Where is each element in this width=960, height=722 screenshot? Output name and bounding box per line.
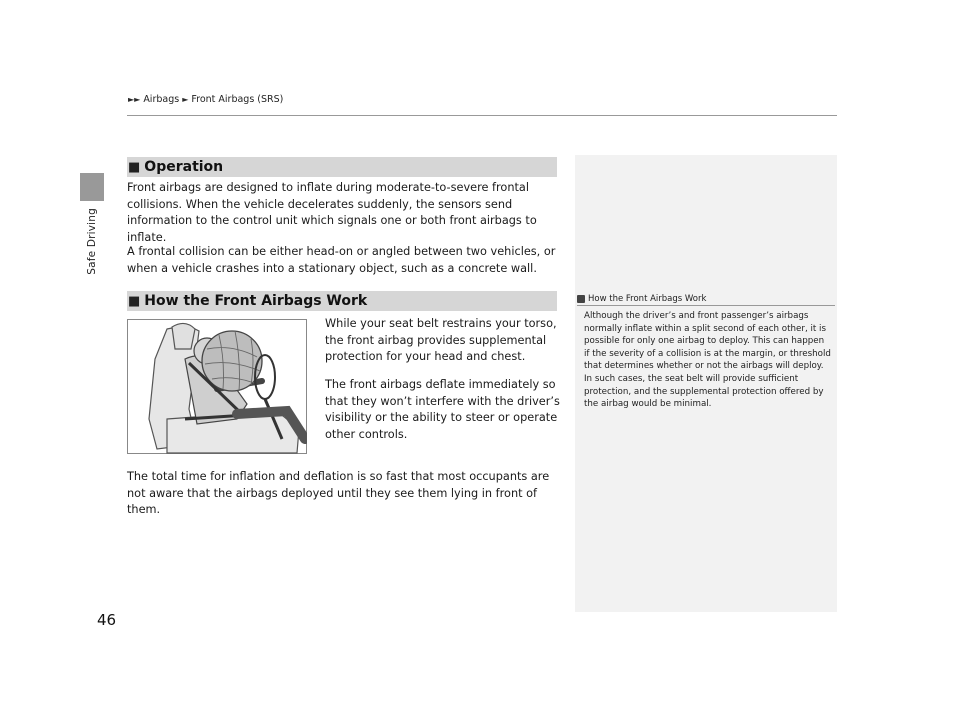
chapter-tab-marker xyxy=(80,173,104,201)
section-heading-operation xyxy=(127,157,557,177)
airbag-deployment-illustration xyxy=(127,319,307,454)
header-divider xyxy=(127,115,837,116)
operation-paragraph-2: A frontal collision can be either head-on or angled between two vehicles, or when a vehicle crashes into a stationary object, such as a concrete wall. xyxy=(127,245,556,275)
breadcrumb-level2[interactable]: Front Airbags (SRS) xyxy=(191,94,284,105)
how-it-works-paragraph-3: The total time for inflation and deflation is so fast that most occupants are not aware that the airbags deployed until they see them lying in front of them. xyxy=(127,470,550,516)
square-bullet-icon: ■ xyxy=(128,293,141,309)
breadcrumb xyxy=(128,94,283,105)
note-marker-icon xyxy=(577,295,585,303)
note-heading xyxy=(577,294,706,304)
breadcrumb-arrow-icon: ► xyxy=(182,95,189,104)
note-body: Although the driver’s and front passenger’s airbags normally inflate within a split second of each other, it is possible for only one airbag to deploy. This can happen if the severity of a collision is at the margin, or threshold that determines whether or not the airbags will deploy. In such cases, the seat belt will provide sufficient protection, and the supplemental protection offered by the airbag would be minimal. xyxy=(584,311,831,410)
section-title: How the Front Airbags Work xyxy=(144,293,368,309)
how-it-works-paragraph-2: The front airbags deflate immediately so that they won’t interfere with the driver’s visibility or the ability to steer or operate other controls. xyxy=(325,378,560,441)
breadcrumb-level1[interactable]: Airbags xyxy=(143,94,180,105)
page-number: 46 xyxy=(97,611,117,629)
section-title: Operation xyxy=(144,159,224,175)
section-heading-how-it-works xyxy=(127,291,557,311)
how-it-works-paragraph-1: While your seat belt restrains your torso, the front airbag provides supplemental protection for your head and chest. xyxy=(325,317,557,363)
note-title[interactable]: How the Front Airbags Work xyxy=(588,294,707,304)
square-bullet-icon: ■ xyxy=(128,159,141,175)
chapter-label: Safe Driving xyxy=(86,208,98,275)
operation-paragraph-1: Front airbags are designed to inflate during moderate-to-severe frontal collisions. When the vehicle decelerates suddenly, the sensors send information to the control unit which signals one or both front airbags to inflate. xyxy=(127,181,537,244)
breadcrumb-arrow-icon: ►► xyxy=(128,95,141,104)
note-divider xyxy=(577,305,835,306)
